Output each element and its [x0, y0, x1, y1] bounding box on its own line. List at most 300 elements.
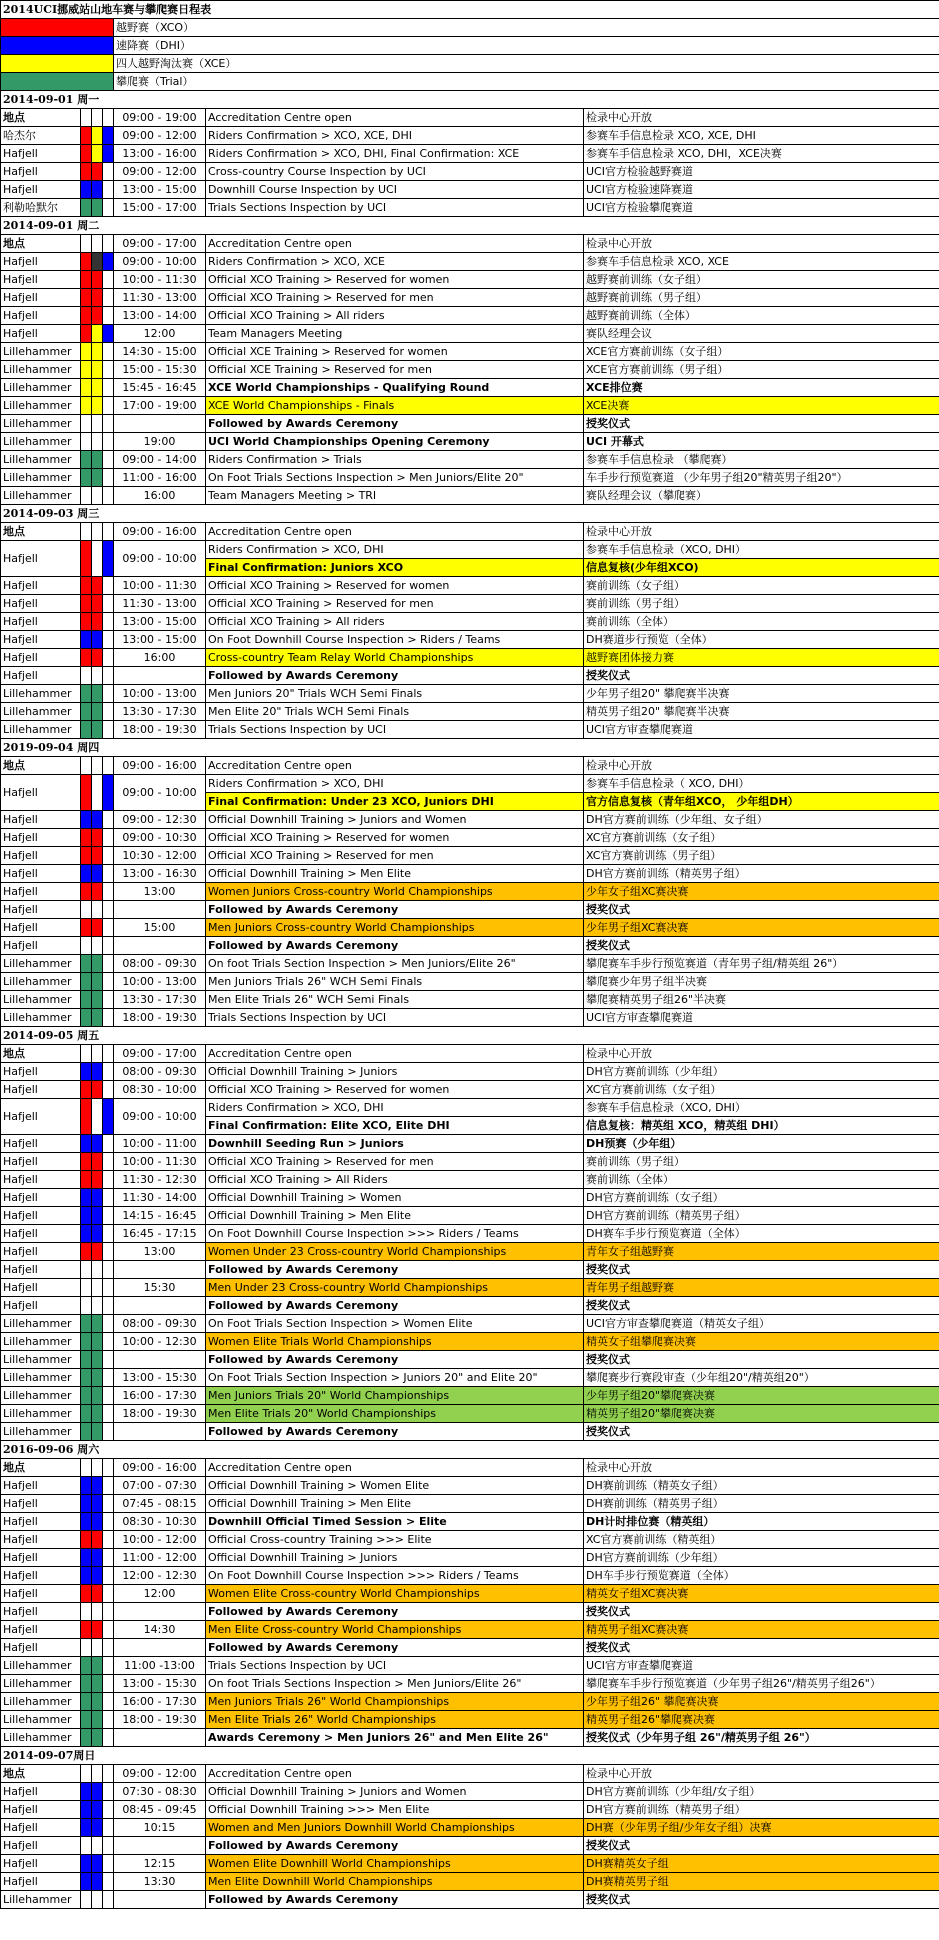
- location-cell: Hafjell: [1, 1495, 81, 1513]
- event-en: On Foot Trials Sections Inspection > Men Juniors/Elite 20": [206, 469, 584, 487]
- color-marker: [103, 1621, 114, 1639]
- color-marker: [92, 541, 103, 577]
- schedule-row: [1, 1189, 939, 1207]
- color-marker: [92, 1549, 103, 1567]
- color-marker: [103, 1513, 114, 1531]
- color-marker: [103, 1279, 114, 1297]
- color-marker: [81, 1135, 92, 1153]
- location-cell: Lillehammer: [1, 721, 81, 739]
- color-marker: [92, 1387, 103, 1405]
- color-marker: [103, 1693, 114, 1711]
- color-marker: [92, 847, 103, 865]
- color-marker: [103, 451, 114, 469]
- color-marker: [103, 901, 114, 919]
- schedule-row: [1, 1009, 939, 1027]
- location-cell: Hafjell: [1, 1873, 81, 1891]
- event-en: Cross-country Course Inspection by UCI: [206, 163, 584, 181]
- color-marker: [81, 955, 92, 973]
- schedule-row: [1, 145, 939, 163]
- event-en: Official Downhill Training > Juniors: [206, 1063, 584, 1081]
- schedule-row: [1, 1783, 939, 1801]
- event-cn: 攀爬赛少年男子组半决赛: [584, 973, 939, 991]
- color-marker: [103, 1459, 114, 1477]
- color-marker: [103, 181, 114, 199]
- location-cell: Lillehammer: [1, 685, 81, 703]
- schedule-row: [1, 811, 939, 829]
- event-cn: UCI官方检验速降赛道: [584, 181, 939, 199]
- color-marker: [81, 1495, 92, 1513]
- event-en: Riders Confirmation > XCO, DHI, Final Confirmation: XCE: [206, 145, 584, 163]
- day-header-row: [1, 91, 939, 109]
- color-marker: [103, 703, 114, 721]
- event-cn: 授奖仪式: [584, 415, 939, 433]
- event-cn: 检录中心开放: [584, 235, 939, 253]
- color-marker: [81, 415, 92, 433]
- schedule-row: [1, 595, 939, 613]
- color-marker: [103, 937, 114, 955]
- color-marker: [92, 1567, 103, 1585]
- color-marker: [92, 1351, 103, 1369]
- time-cell: [114, 1729, 206, 1747]
- time-cell: 08:00 - 09:30: [114, 1315, 206, 1333]
- color-marker: [92, 1585, 103, 1603]
- event-cn: 青年女子组越野赛: [584, 1243, 939, 1261]
- schedule-row: [1, 271, 939, 289]
- color-marker: [81, 433, 92, 451]
- color-marker: [103, 1495, 114, 1513]
- legend-label: 速降赛（DHI）: [114, 37, 939, 55]
- location-cell: Hafjell: [1, 325, 81, 343]
- color-marker: [81, 163, 92, 181]
- color-marker: [103, 1891, 114, 1909]
- color-marker: [103, 973, 114, 991]
- location-cell: Lillehammer: [1, 955, 81, 973]
- day-label: 2014-09-05 周五: [1, 1027, 939, 1045]
- color-marker: [92, 1243, 103, 1261]
- color-marker: [92, 1009, 103, 1027]
- color-marker: [103, 307, 114, 325]
- location-cell: Lillehammer: [1, 1693, 81, 1711]
- color-marker: [81, 883, 92, 901]
- color-marker: [103, 775, 114, 811]
- location-cell: Lillehammer: [1, 991, 81, 1009]
- color-marker: [81, 343, 92, 361]
- schedule-row: [1, 919, 939, 937]
- event-en: Followed by Awards Ceremony: [206, 415, 584, 433]
- color-marker: [103, 1837, 114, 1855]
- color-marker: [81, 811, 92, 829]
- event-en: Men Under 23 Cross-country World Championships: [206, 1279, 584, 1297]
- time-cell: 09:00 - 12:00: [114, 127, 206, 145]
- time-cell: 07:45 - 08:15: [114, 1495, 206, 1513]
- time-cell: 09:00 - 10:00: [114, 253, 206, 271]
- schedule-row: [1, 307, 939, 325]
- event-cn: XC官方赛前训练（女子组）: [584, 829, 939, 847]
- time-cell: 14:30 - 15:00: [114, 343, 206, 361]
- color-marker: [92, 1801, 103, 1819]
- color-marker: [81, 919, 92, 937]
- schedule-row: [1, 1333, 939, 1351]
- color-marker: [92, 271, 103, 289]
- color-marker: [103, 649, 114, 667]
- schedule-row: [1, 1819, 939, 1837]
- legend-label: 攀爬赛（Trial）: [114, 73, 939, 91]
- location-cell: Hafjell: [1, 1549, 81, 1567]
- location-cell: Lillehammer: [1, 1387, 81, 1405]
- color-marker: [81, 1153, 92, 1171]
- time-cell: 12:00 - 12:30: [114, 1567, 206, 1585]
- schedule-row: [1, 469, 939, 487]
- event-cn: UCI官方审查攀爬赛道: [584, 721, 939, 739]
- location-cell: Lillehammer: [1, 1333, 81, 1351]
- event-cn: 检录中心开放: [584, 1045, 939, 1063]
- color-marker: [81, 1099, 92, 1135]
- color-marker: [92, 721, 103, 739]
- location-cell: Lillehammer: [1, 1315, 81, 1333]
- location-cell: Lillehammer: [1, 469, 81, 487]
- event-cn: DH赛精英女子组: [584, 1855, 939, 1873]
- schedule-row: [1, 1279, 939, 1297]
- color-marker: [81, 1387, 92, 1405]
- event-en: Men Elite Trials 26" WCH Semi Finals: [206, 991, 584, 1009]
- color-marker: [103, 1783, 114, 1801]
- location-cell: Hafjell: [1, 901, 81, 919]
- color-marker: [92, 1225, 103, 1243]
- event-cn: DH计时排位赛（精英组）: [584, 1513, 939, 1531]
- column-header-row: [1, 109, 939, 127]
- schedule-row: [1, 1297, 939, 1315]
- color-marker: [92, 145, 103, 163]
- schedule-row: [1, 649, 939, 667]
- event-en: Men Elite Downhill World Championships: [206, 1873, 584, 1891]
- color-marker: [81, 1801, 92, 1819]
- event-cn: 少年男子组20" 攀爬赛半决赛: [584, 685, 939, 703]
- color-marker: [81, 1531, 92, 1549]
- location-header: 地点: [1, 523, 81, 541]
- location-cell: Lillehammer: [1, 1729, 81, 1747]
- color-marker: [103, 397, 114, 415]
- day-header-row: [1, 1747, 939, 1765]
- event-cn: 少年男子组26" 攀爬赛决赛: [584, 1693, 939, 1711]
- time-cell: 16:00: [114, 487, 206, 505]
- event-en: Official XCE Training > Reserved for men: [206, 361, 584, 379]
- event-en: Official XCO Training > All Riders: [206, 1171, 584, 1189]
- schedule-row: [1, 451, 939, 469]
- schedule-row: [1, 1585, 939, 1603]
- color-marker: [81, 649, 92, 667]
- event-en: Riders Confirmation > XCO, XCE: [206, 253, 584, 271]
- time-cell: 14:15 - 16:45: [114, 1207, 206, 1225]
- event-en: Team Managers Meeting: [206, 325, 584, 343]
- event-en: Followed by Awards Ceremony: [206, 937, 584, 955]
- event-en: Final Confirmation: Under 23 XCO, Juniors DHI: [206, 793, 584, 811]
- event-en: Women and Men Juniors Downhill World Championships: [206, 1819, 584, 1837]
- color-marker: [92, 631, 103, 649]
- location-cell: 利勒哈默尔: [1, 199, 81, 217]
- event-en: XCE World Championships - Finals: [206, 397, 584, 415]
- schedule-row: [1, 1603, 939, 1621]
- color-marker: [92, 1459, 103, 1477]
- location-cell: Hafjell: [1, 577, 81, 595]
- schedule-row: [1, 1855, 939, 1873]
- event-cn: 车手步行预览赛道 （少年男子组20"精英男子组20"）: [584, 469, 939, 487]
- event-en: Official XCO Training > All riders: [206, 613, 584, 631]
- color-marker: [103, 487, 114, 505]
- location-header: 地点: [1, 1045, 81, 1063]
- event-en: Downhill Course Inspection by UCI: [206, 181, 584, 199]
- event-cn: 授奖仪式: [584, 667, 939, 685]
- color-marker: [92, 1621, 103, 1639]
- schedule-row: [1, 1315, 939, 1333]
- event-cn: UCI官方检验越野赛道: [584, 163, 939, 181]
- color-marker: [103, 1045, 114, 1063]
- color-marker: [81, 1369, 92, 1387]
- color-marker: [92, 451, 103, 469]
- event-cn: XCE官方赛前训练（女子组）: [584, 343, 939, 361]
- color-marker: [103, 1081, 114, 1099]
- time-cell: 08:45 - 09:45: [114, 1801, 206, 1819]
- event-cn: 青年男子组越野赛: [584, 1279, 939, 1297]
- schedule-row: [1, 1675, 939, 1693]
- color-marker: [81, 145, 92, 163]
- location-cell: Hafjell: [1, 1081, 81, 1099]
- color-marker: [81, 1513, 92, 1531]
- color-marker: [81, 1477, 92, 1495]
- event-en: Men Juniors Trials 26" World Championships: [206, 1693, 584, 1711]
- event-cn: 授奖仪式: [584, 1891, 939, 1909]
- schedule-row: [1, 487, 939, 505]
- location-header: 地点: [1, 235, 81, 253]
- color-marker: [81, 829, 92, 847]
- color-marker: [103, 829, 114, 847]
- color-marker: [81, 235, 92, 253]
- event-cn: 参赛车手信息检录（XCO, DHI）: [584, 1099, 939, 1117]
- color-marker: [103, 613, 114, 631]
- location-header: 地点: [1, 1459, 81, 1477]
- color-marker: [92, 343, 103, 361]
- event-cn: 授奖仪式: [584, 1297, 939, 1315]
- event-en: Trials Sections Inspection by UCI: [206, 1657, 584, 1675]
- location-cell: Hafjell: [1, 253, 81, 271]
- time-cell: 09:00 - 14:00: [114, 451, 206, 469]
- event-en: Women Juniors Cross-country World Championships: [206, 883, 584, 901]
- event-cn: 授奖仪式: [584, 1639, 939, 1657]
- color-marker: [103, 1477, 114, 1495]
- location-cell: Hafjell: [1, 631, 81, 649]
- event-cn: 参赛车手信息检录 XCO, XCE, DHI: [584, 127, 939, 145]
- event-en: Followed by Awards Ceremony: [206, 667, 584, 685]
- event-cn: DH预赛（少年组）: [584, 1135, 939, 1153]
- schedule-row: [1, 1891, 939, 1909]
- color-marker: [81, 1189, 92, 1207]
- color-marker: [92, 1693, 103, 1711]
- time-cell: 09:00 - 12:00: [114, 163, 206, 181]
- event-cn: 攀爬赛车手步行预览赛道（青年男子组/精英组 26"）: [584, 955, 939, 973]
- schedule-row: [1, 1351, 939, 1369]
- time-cell: [114, 1423, 206, 1441]
- color-marker: [92, 289, 103, 307]
- event-cn: 授奖仪式: [584, 1603, 939, 1621]
- event-cn: 检录中心开放: [584, 109, 939, 127]
- color-marker: [103, 325, 114, 343]
- color-marker: [92, 1081, 103, 1099]
- color-marker: [92, 1207, 103, 1225]
- schedule-row: [1, 1693, 939, 1711]
- time-cell: 10:00 - 12:00: [114, 1531, 206, 1549]
- event-cn: DH官方赛前训练（精英男子组）: [584, 865, 939, 883]
- day-label: 2016-09-06 周六: [1, 1441, 939, 1459]
- color-marker: [81, 937, 92, 955]
- location-cell: Hafjell: [1, 595, 81, 613]
- time-cell: 10:30 - 12:00: [114, 847, 206, 865]
- color-marker: [92, 1279, 103, 1297]
- schedule-row: [1, 1261, 939, 1279]
- color-marker: [92, 379, 103, 397]
- color-marker: [103, 919, 114, 937]
- location-cell: Lillehammer: [1, 343, 81, 361]
- time-cell: 13:00: [114, 1243, 206, 1261]
- color-marker: [92, 577, 103, 595]
- color-marker: [92, 1675, 103, 1693]
- location-cell: Lillehammer: [1, 703, 81, 721]
- schedule-row: [1, 1387, 939, 1405]
- color-marker: [103, 1135, 114, 1153]
- color-marker: [81, 1585, 92, 1603]
- color-marker: [103, 1261, 114, 1279]
- event-en: Official Downhill Training > Men Elite: [206, 865, 584, 883]
- schedule-row: [1, 361, 939, 379]
- column-header-row: [1, 757, 939, 775]
- color-marker: [92, 127, 103, 145]
- time-cell: [114, 1837, 206, 1855]
- schedule-row: [1, 577, 939, 595]
- time-cell: 09:00 - 19:00: [114, 109, 206, 127]
- schedule-row: [1, 1657, 939, 1675]
- column-header-row: [1, 1765, 939, 1783]
- color-marker: [81, 469, 92, 487]
- color-marker: [103, 667, 114, 685]
- event-cn: UCI官方审查攀爬赛道: [584, 1009, 939, 1027]
- time-cell: 09:00 - 17:00: [114, 1045, 206, 1063]
- location-cell: Hafjell: [1, 1171, 81, 1189]
- color-marker: [103, 1819, 114, 1837]
- event-en: Trials Sections Inspection by UCI: [206, 721, 584, 739]
- color-marker: [92, 433, 103, 451]
- event-cn: 精英女子组XC赛决赛: [584, 1585, 939, 1603]
- event-cn: 少年男子组20"攀爬赛决赛: [584, 1387, 939, 1405]
- color-marker: [92, 1873, 103, 1891]
- color-marker: [103, 289, 114, 307]
- color-marker: [81, 199, 92, 217]
- color-marker: [81, 865, 92, 883]
- color-marker: [92, 1063, 103, 1081]
- color-marker: [92, 325, 103, 343]
- location-cell: Hafjell: [1, 1063, 81, 1081]
- color-marker: [103, 1675, 114, 1693]
- event-cn: DH赛前训练（精英男子组）: [584, 1495, 939, 1513]
- color-marker: [81, 1891, 92, 1909]
- time-cell: 16:00 - 17:30: [114, 1387, 206, 1405]
- event-en: Followed by Awards Ceremony: [206, 1351, 584, 1369]
- color-marker: [92, 991, 103, 1009]
- day-label: 2014-09-07周日: [1, 1747, 939, 1765]
- time-cell: [114, 1639, 206, 1657]
- time-cell: [114, 1351, 206, 1369]
- color-marker: [92, 829, 103, 847]
- time-cell: 11:30 - 13:00: [114, 595, 206, 613]
- schedule-row: [1, 1405, 939, 1423]
- color-marker: [81, 523, 92, 541]
- color-marker: [103, 361, 114, 379]
- color-marker: [81, 1225, 92, 1243]
- time-cell: 09:00 - 10:00: [114, 1099, 206, 1135]
- location-cell: Hafjell: [1, 1225, 81, 1243]
- color-marker: [81, 1333, 92, 1351]
- schedule-row: [1, 631, 939, 649]
- schedule-row: [1, 1135, 939, 1153]
- schedule-row: [1, 973, 939, 991]
- color-marker: [81, 1261, 92, 1279]
- color-marker: [81, 1459, 92, 1477]
- event-cn: DH赛（少年男子组/少年女子组）决赛: [584, 1819, 939, 1837]
- color-marker: [81, 1603, 92, 1621]
- event-en: Riders Confirmation > XCO, XCE, DHI: [206, 127, 584, 145]
- time-cell: 10:00 - 13:00: [114, 685, 206, 703]
- time-cell: 18:00 - 19:30: [114, 1405, 206, 1423]
- event-cn: 授奖仪式: [584, 1261, 939, 1279]
- color-marker: [103, 1387, 114, 1405]
- schedule-row: [1, 415, 939, 433]
- event-en: Followed by Awards Ceremony: [206, 1423, 584, 1441]
- event-en: Men Elite Trials 26" World Championships: [206, 1711, 584, 1729]
- event-en: Riders Confirmation > XCO, DHI: [206, 775, 584, 793]
- event-en: Men Juniors Cross-country World Championships: [206, 919, 584, 937]
- event-cn: XCE排位赛: [584, 379, 939, 397]
- color-marker: [103, 199, 114, 217]
- color-marker: [103, 1639, 114, 1657]
- color-marker: [81, 1315, 92, 1333]
- color-marker: [92, 613, 103, 631]
- schedule-row: [1, 1225, 939, 1243]
- legend-row: [1, 73, 939, 91]
- location-cell: Lillehammer: [1, 487, 81, 505]
- time-cell: 13:00 - 15:00: [114, 631, 206, 649]
- schedule-row: [1, 991, 939, 1009]
- event-en: Women Elite Trials World Championships: [206, 1333, 584, 1351]
- color-marker: [92, 1783, 103, 1801]
- event-cn: DH赛道步行预览（全体）: [584, 631, 939, 649]
- time-cell: 09:00 - 16:00: [114, 757, 206, 775]
- event-en: Riders Confirmation > XCO, DHI: [206, 1099, 584, 1117]
- location-cell: 哈杰尔: [1, 127, 81, 145]
- color-marker: [103, 631, 114, 649]
- location-cell: Hafjell: [1, 181, 81, 199]
- color-marker: [81, 1423, 92, 1441]
- schedule-row: [1, 937, 939, 955]
- column-header-row: [1, 1459, 939, 1477]
- event-en: Official Downhill Training >>> Men Elite: [206, 1801, 584, 1819]
- time-cell: 13:30 - 17:30: [114, 991, 206, 1009]
- day-header-row: [1, 1027, 939, 1045]
- color-marker: [81, 1351, 92, 1369]
- event-cn: 授奖仪式: [584, 1423, 939, 1441]
- legend-row: [1, 55, 939, 73]
- location-cell: Hafjell: [1, 829, 81, 847]
- location-cell: Hafjell: [1, 865, 81, 883]
- location-cell: Hafjell: [1, 1207, 81, 1225]
- time-cell: 16:00: [114, 649, 206, 667]
- location-cell: Hafjell: [1, 145, 81, 163]
